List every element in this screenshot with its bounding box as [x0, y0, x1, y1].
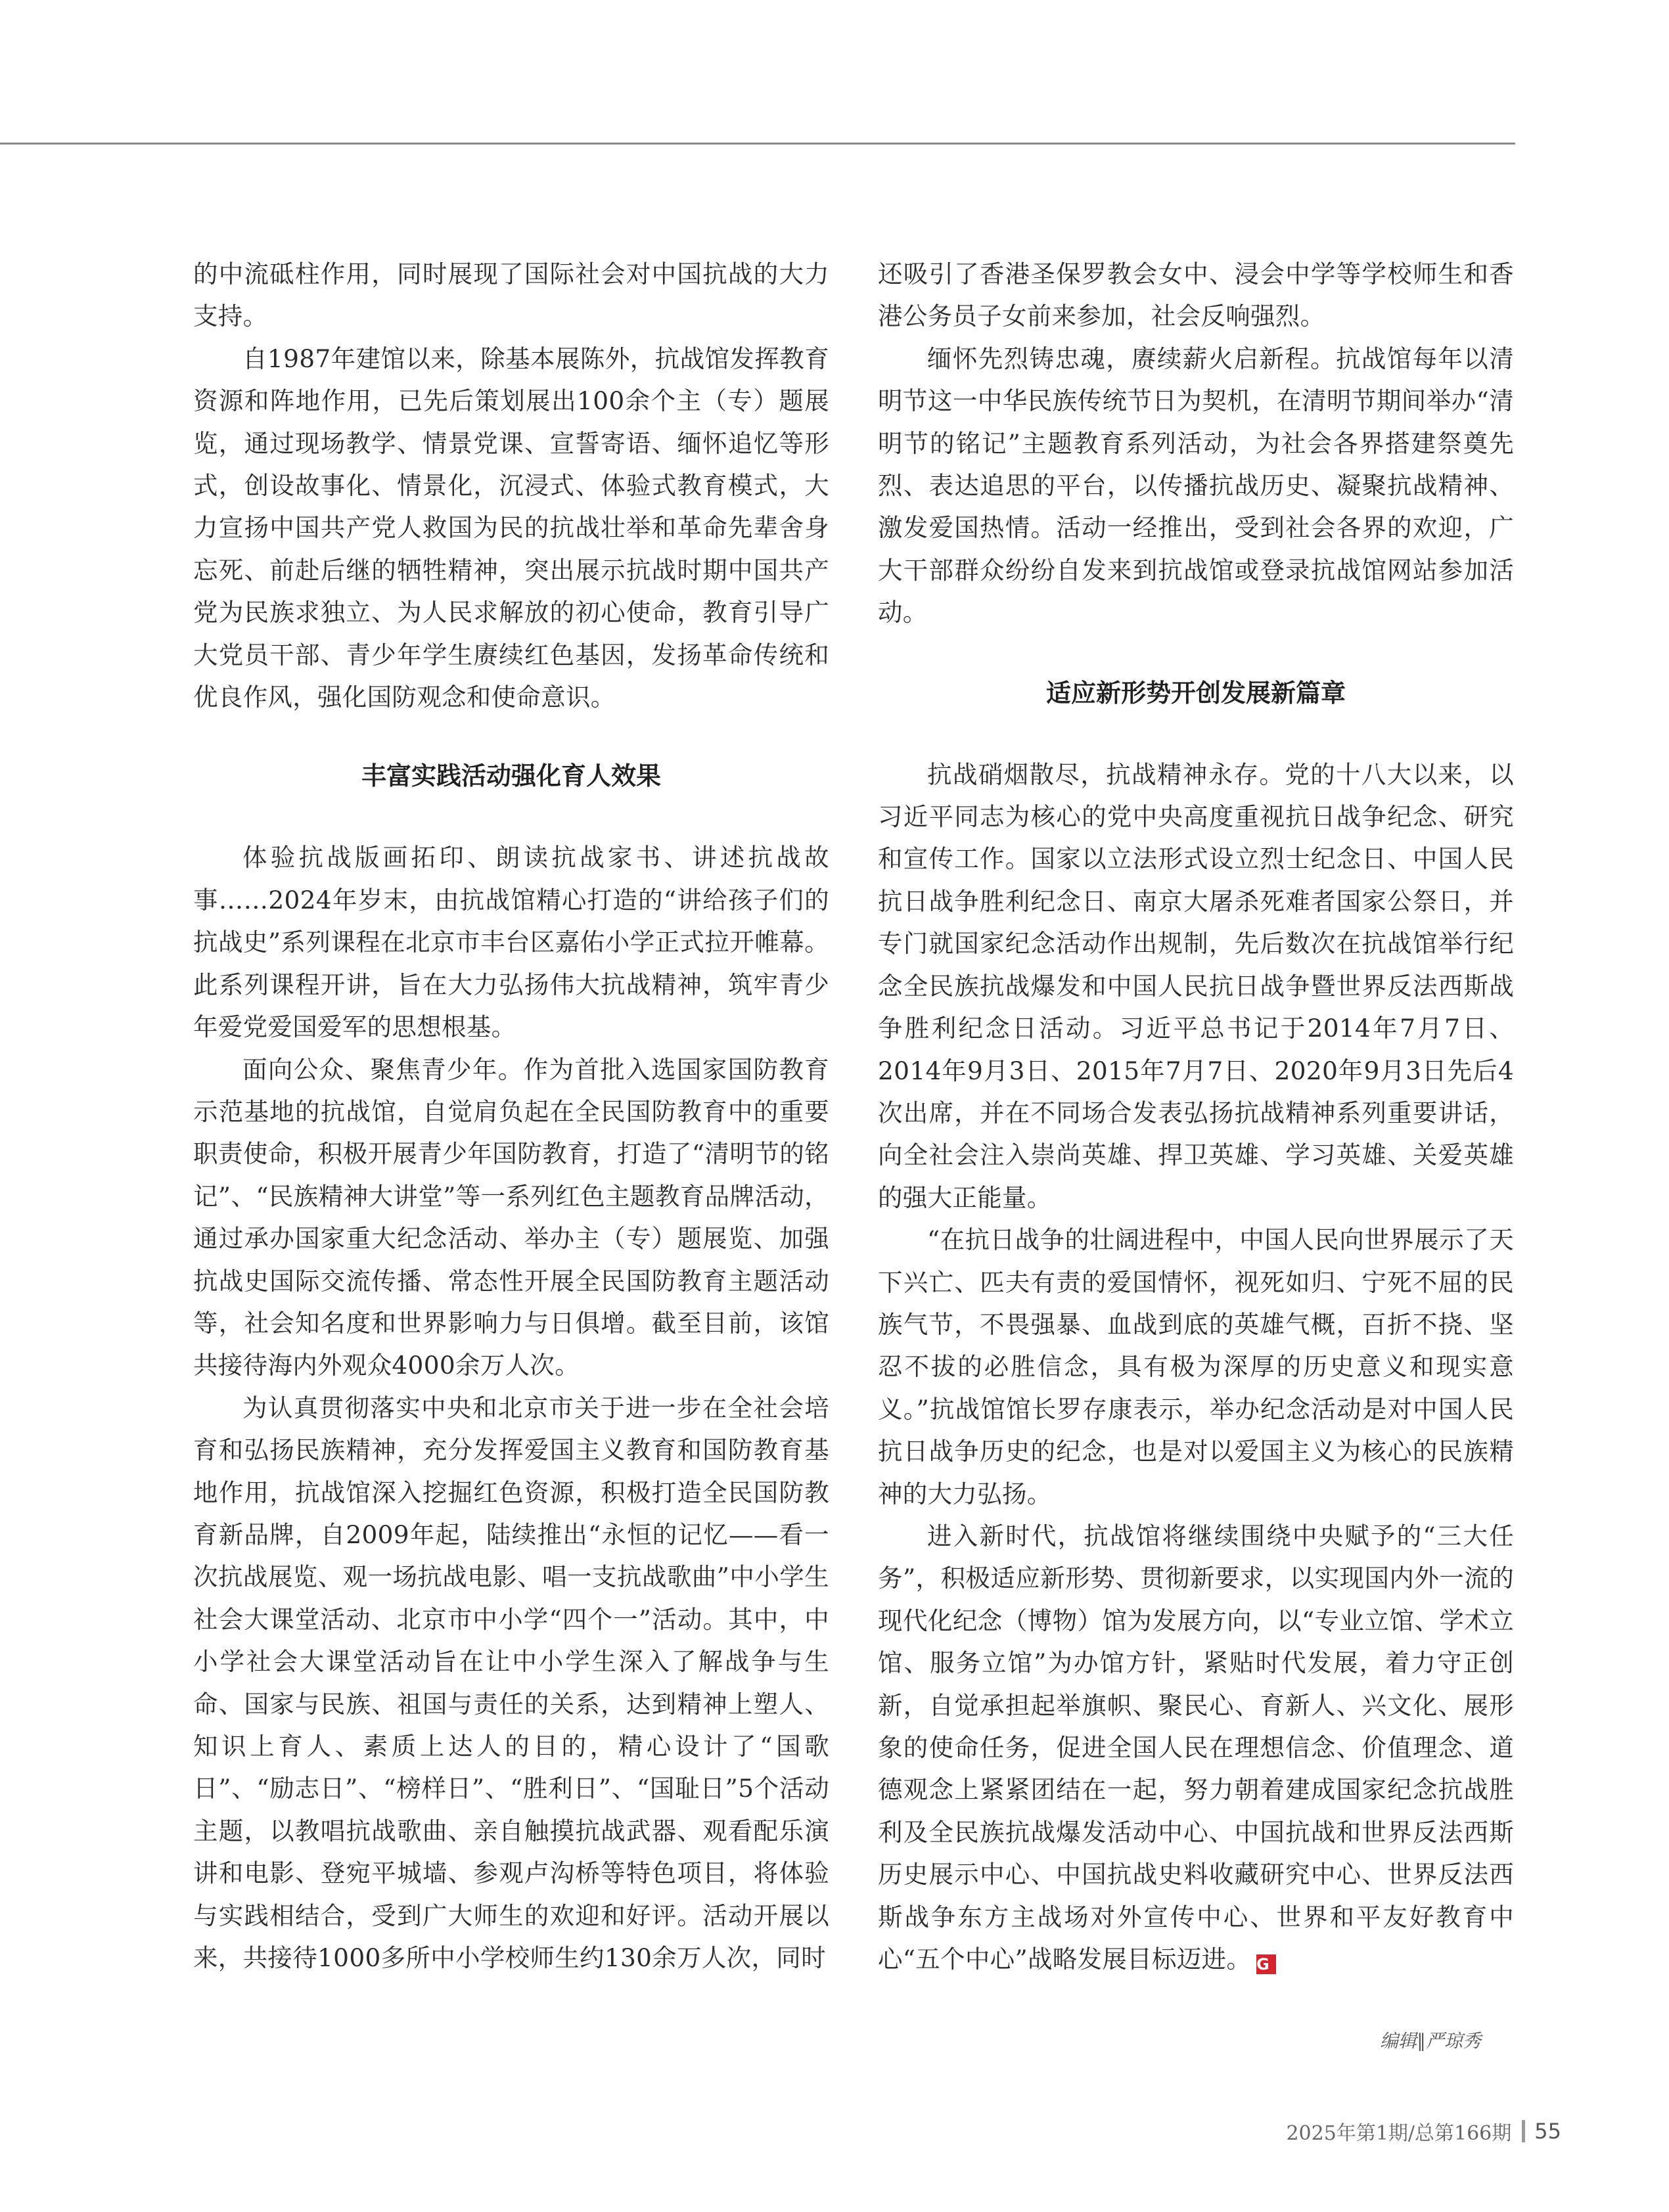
paragraph: “在抗日战争的壮阔进程中，中国人民向世界展示了天下兴亡、匹夫有责的爱国情怀，视死如归、宁死不屈的民族气节，不畏强暴、血战到底的英雄气概，百折不挠、坚忍不拔的必胜信念，具有极为深厚的历史意义和现实意义。”抗战馆馆长罗存康表示，举办纪念活动是对中国人民抗日战争历史的纪念，也是对以爱国主义为核心的民族精神的大力弘扬。 [878, 1225, 1514, 1508]
paragraph: 的中流砥柱作用，同时展现了国际社会对中国抗战的大力支持。 [193, 260, 829, 331]
paragraph-final [878, 1515, 1514, 1980]
paragraph: 还吸引了香港圣保罗教会女中、浸会中学等学校师生和香港公务员子女前来参加，社会反响强烈。 [878, 260, 1514, 331]
footer-divider [1522, 2120, 1525, 2142]
paragraph-text: 进入新时代，抗战馆将继续围绕中央赋予的“三大任务”，积极适应新形势、贯彻新要求，以实现国内外一流的现代化纪念（博物）馆为发展方向，以“专业立馆、学术立馆、服务立馆”为办馆方针，紧贴时代发展，着力守正创新，自觉承担起举旗帜、聚民心、育新人、兴文化、展形象的使命任务，促进全国人民在理想信念、价值理念、道德观念上紧紧团结在一起，努力朝着建成国家纪念抗战胜利及全民族抗战爆发活动中心、中国抗战和世界反法西斯历史展示中心、中国抗战史料收藏研究中心、世界反法西斯战争东方主战场对外宣传中心、世界和平友好教育中心“五个中心”战略发展目标迈进。 [878, 1521, 1514, 1974]
page-number: 55 [1534, 2119, 1561, 2144]
left-column [193, 253, 829, 1979]
section-heading: 适应新形势开创发展新篇章 [1045, 678, 1346, 708]
paragraph: 面向公众、聚焦青少年。作为首批入选国家国防教育示范基地的抗战馆，自觉肩负起在全民国防教育中的重要职责使命，积极开展青少年国防教育，打造了“清明节的铭记”、“民族精神大讲堂”等一系列红色主题教育品牌活动，通过承办国家重大纪念活动、举办主（专）题展览、加强抗战史国际交流传播、常态性开展全民国防教育主题活动等，社会知名度和世界影响力与日俱增。截至目前，该馆共接待海内外观众4000余万人次。 [193, 1054, 829, 1380]
right-column [878, 253, 1514, 1980]
paragraph: 自1987年建馆以来，除基本展陈外，抗战馆发挥教育资源和阵地作用，已先后策划展出100余个主（专）题展览，通过现场教学、情景党课、宣誓寄语、缅怀追忆等形式，创设故事化、情景化，沉浸式、体验式教育模式，大力宣扬中国共产党人救国为民的抗战壮举和革命先辈舍身忘死、前赴后继的牺牲精神，突出展示抗战时期中国共产党为民族求独立、为人民求解放的初心使命，教育引导广大党员干部、青少年学生赓续红色基因，发扬革命传统和优良作风，强化国防观念和使命意识。 [193, 344, 829, 712]
section-heading: 丰富实践活动强化育人效果 [361, 761, 661, 791]
top-rule [0, 143, 1515, 145]
end-mark-icon: G [1256, 1954, 1276, 1974]
issue-info: 2025年第1期/总第166期 [1286, 2122, 1512, 2145]
editor-credit: 编辑∥严琼秀 [1379, 2030, 1481, 2052]
page-footer [1286, 2117, 1561, 2146]
paragraph: 抗战硝烟散尽，抗战精神永存。党的十八大以来，以习近平同志为核心的党中央高度重视抗日战争纪念、研究和宣传工作。国家以立法形式设立烈士纪念日、中国人民抗日战争胜利纪念日、南京大屠杀死难者国家公祭日，并专门就国家纪念活动作出规制，先后数次在抗战馆举行纪念全民族抗战爆发和中国人民抗日战争暨世界反法西斯战争胜利纪念日活动。习近平总书记于2014年7月7日、2014年9月3日、2015年7月7日、2020年9月3日先后4次出席，并在不同场合发表弘扬抗战精神系列重要讲话，向全社会注入崇尚英雄、捍卫英雄、学习英雄、关爱英雄的强大正能量。 [878, 759, 1514, 1212]
paragraph: 为认真贯彻落实中央和北京市关于进一步在全社会培育和弘扬民族精神，充分发挥爱国主义教育和国防教育基地作用，抗战馆深入挖掘红色资源，积极打造全民国防教育新品牌，自2009年起，陆续推出“永恒的记忆——看一次抗战展览、观一场抗战电影、唱一支抗战歌曲”中小学生社会大课堂活动、北京市中小学“四个一”活动。其中，中小学社会大课堂活动旨在让中小学生深入了解战争与生命、国家与民族、祖国与责任的关系，达到精神上塑人、知识上育人、素质上达人的目的，精心设计了“国歌日”、“励志日”、“榜样日”、“胜利日”、“国耻日”5个活动主题，以教唱抗战歌曲、亲自触摸抗战武器、观看配乐演讲和电影、登宛平城墙、参观卢沟桥等特色项目，将体验与实践相结合，受到广大师生的欢迎和好评。活动开展以来，共接待1000多所中小学校师生约130余万人次，同时 [193, 1393, 829, 1973]
paragraph: 缅怀先烈铸忠魂，赓续薪火启新程。抗战馆每年以清明节这一中华民族传统节日为契机，在清明节期间举办“清明节的铭记”主题教育系列活动，为社会各界搭建祭奠先烈、表达追思的平台，以传播抗战历史、凝聚抗战精神、激发爱国热情。活动一经推出，受到社会各界的欢迎，广大干部群众纷纷自发来到抗战馆或登录抗战馆网站参加活动。 [878, 344, 1514, 627]
paragraph: 体验抗战版画拓印、朗读抗战家书、讲述抗战故事……2024年岁末，由抗战馆精心打造的“讲给孩子们的抗战史”系列课程在北京市丰台区嘉佑小学正式拉开帷幕。此系列课程开讲，旨在大力弘扬伟大抗战精神，筑牢青少年爱党爱国爱军的思想根基。 [193, 843, 829, 1042]
